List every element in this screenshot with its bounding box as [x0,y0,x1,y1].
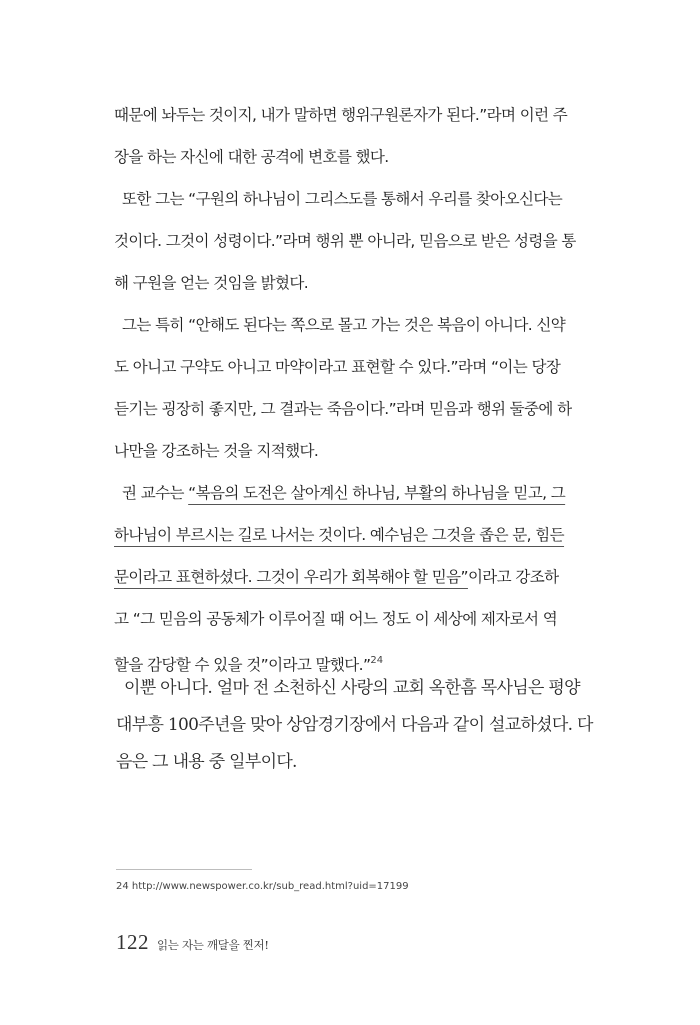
body-line: 이뿐 아니다. 얼마 전 소천하신 사랑의 교회 옥한흠 목사님은 평양 [124,678,580,698]
underlined-quote-text: 하나님이 부르시는 길로 나서는 것이다. 예수님은 그것을 좁은 문, 힘든 [114,526,565,544]
footnote-reference: 24 [370,655,384,666]
running-title: 읽는 자는 깨달을 찐저! [157,938,269,952]
body-line: 음은 그 내용 중 일부이다. [116,752,297,772]
quote-line: 그는 특히 “안해도 된다는 쪽으로 몰고 가는 것은 복음이 아니다. 신약 [122,316,566,334]
quote-line: 때문에 놔두는 것이지, 내가 말하면 행위구원론자가 된다.”라며 이런 주 [114,106,568,124]
footnote: 24 http://www.newspower.co.kr/sub_read.html?uid=17199 [116,881,409,892]
quote-line [114,472,584,514]
underlined-quote-text: 문이라고 표현하셨다. 그것이 우리가 회복해야 할 믿음” [114,568,468,586]
footnote-divider [116,869,252,870]
quote-line: 도 아니고 구약도 아니고 마약이라고 표현할 수 있다.”라며 “이는 당장 [114,358,561,376]
underlined-quote-text: “복음의 도전은 살아계신 하나님, 부활의 하나님을 믿고, 그 [188,484,566,502]
quote-text: 권 교수는 [122,484,189,502]
quote-line: 장을 하는 자신에 대한 공격에 변호를 했다. [114,148,389,166]
quote-line [114,514,584,556]
page-number: 122 [116,930,149,954]
quoted-passage [114,94,584,682]
quote-text: 이라고 강조하 [467,568,559,586]
quote-text: 할을 감당할 수 있을 것”이라고 말했다.” [114,656,371,674]
body-paragraph [116,670,593,781]
body-line: 대부흥 100주년을 맞아 상암경기장에서 다음과 같이 설교하셨다. 다 [116,715,593,735]
quote-line: 나만을 강조하는 것을 지적했다. [114,442,319,460]
quote-line: 듣기는 굉장히 좋지만, 그 결과는 죽음이다.”라며 믿음과 행위 둘중에 하 [114,400,572,418]
quote-line: 또한 그는 “구원의 하나님이 그리스도를 통해서 우리를 찾아오신다는 [122,190,563,208]
quote-line: 고 “그 믿음의 공동체가 이루어질 때 어느 정도 이 세상에 제자로서 역 [114,610,558,628]
page-footer [116,930,269,955]
quote-line [114,556,584,598]
quote-line: 것이다. 그것이 성령이다.”라며 행위 뿐 아니라, 믿음으로 받은 성령을 통 [114,232,576,250]
quote-line: 해 구원을 얻는 것임을 밝혔다. [114,274,309,292]
